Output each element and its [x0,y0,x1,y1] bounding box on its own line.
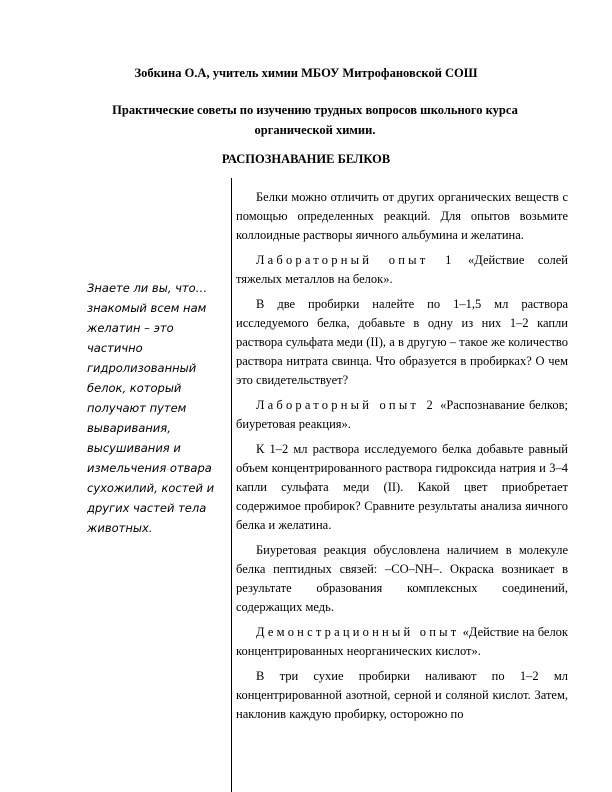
demo-title: «Действие на белок концентрированных неорганических кислот». [236,625,568,658]
lab1-title: «Действие солей тяжелых металлов на белок». [236,253,568,286]
demo-label: Демонстрационный опыт [256,625,460,639]
main-column [236,188,568,730]
demo-heading [236,623,568,661]
intro-paragraph: Белки можно отличить от других органических веществ с помощью определенных реакций. Для опытов возьмите коллоидные растворы яичного альбумина и желатина. [236,190,568,242]
document-subtitle: Практические советы по изучению трудных вопросов школьного курса органической химии. [112,103,518,137]
sidebar-text: знакомый всем нам желатин – это частично гидролизованный белок, который получают путем вываривания, высушивания и измельчения отвара сухожилий, костей и других частей тела животных. [87,301,215,535]
biuret-paragraph: Биуретовая реакция обусловлена наличием в молекуле белка пептидных связей: –CO–NH–. Окраска возникает в результате образования комплексных соединений, содержащих медь. [236,543,568,614]
lab1-heading [236,251,568,289]
sidebar-fact [87,278,222,538]
author-line: Зобкина О.А, учитель химии МБОУ Митрофановской СОШ [134,66,478,80]
column-divider [231,178,232,792]
sidebar-lead: Знаете ли вы, что… [87,281,208,295]
section-title: РАСПОЗНАВАНИЕ БЕЛКОВ [221,152,391,166]
lab2-paragraph: К 1–2 мл раствора исследуемого белка добавьте равный объем концентрированного раствора гидроксида натрия и 3–4 капли сульфата меди (II). Какой цвет приобретает содержимое пробирок? Сравните результаты анализа яичного белка и желатина. [236,442,568,532]
lab2-label: Лабораторный опыт 2 [256,398,436,412]
lab1-paragraph: В две пробирки налейте по 1–1,5 мл раствора исследуемого белка, добавьте в одну из них 1–2 капли раствора сульфата меди (II), а в другую – такое же количество раствора нитрата свинца. Что образуется в пробирках? О чем это свидетельствует? [236,297,568,387]
lab2-title: «Распознавание белков; биуретовая реакция». [236,398,568,431]
lab2-heading [236,396,568,434]
demo-paragraph: В три сухие пробирки наливают по 1–2 мл концентрированной азотной, серной и соляной кислот. Затем, наклонив каждую пробирку, осторожно по [236,669,568,721]
lab1-label: Лабораторный опыт 1 [256,253,455,267]
